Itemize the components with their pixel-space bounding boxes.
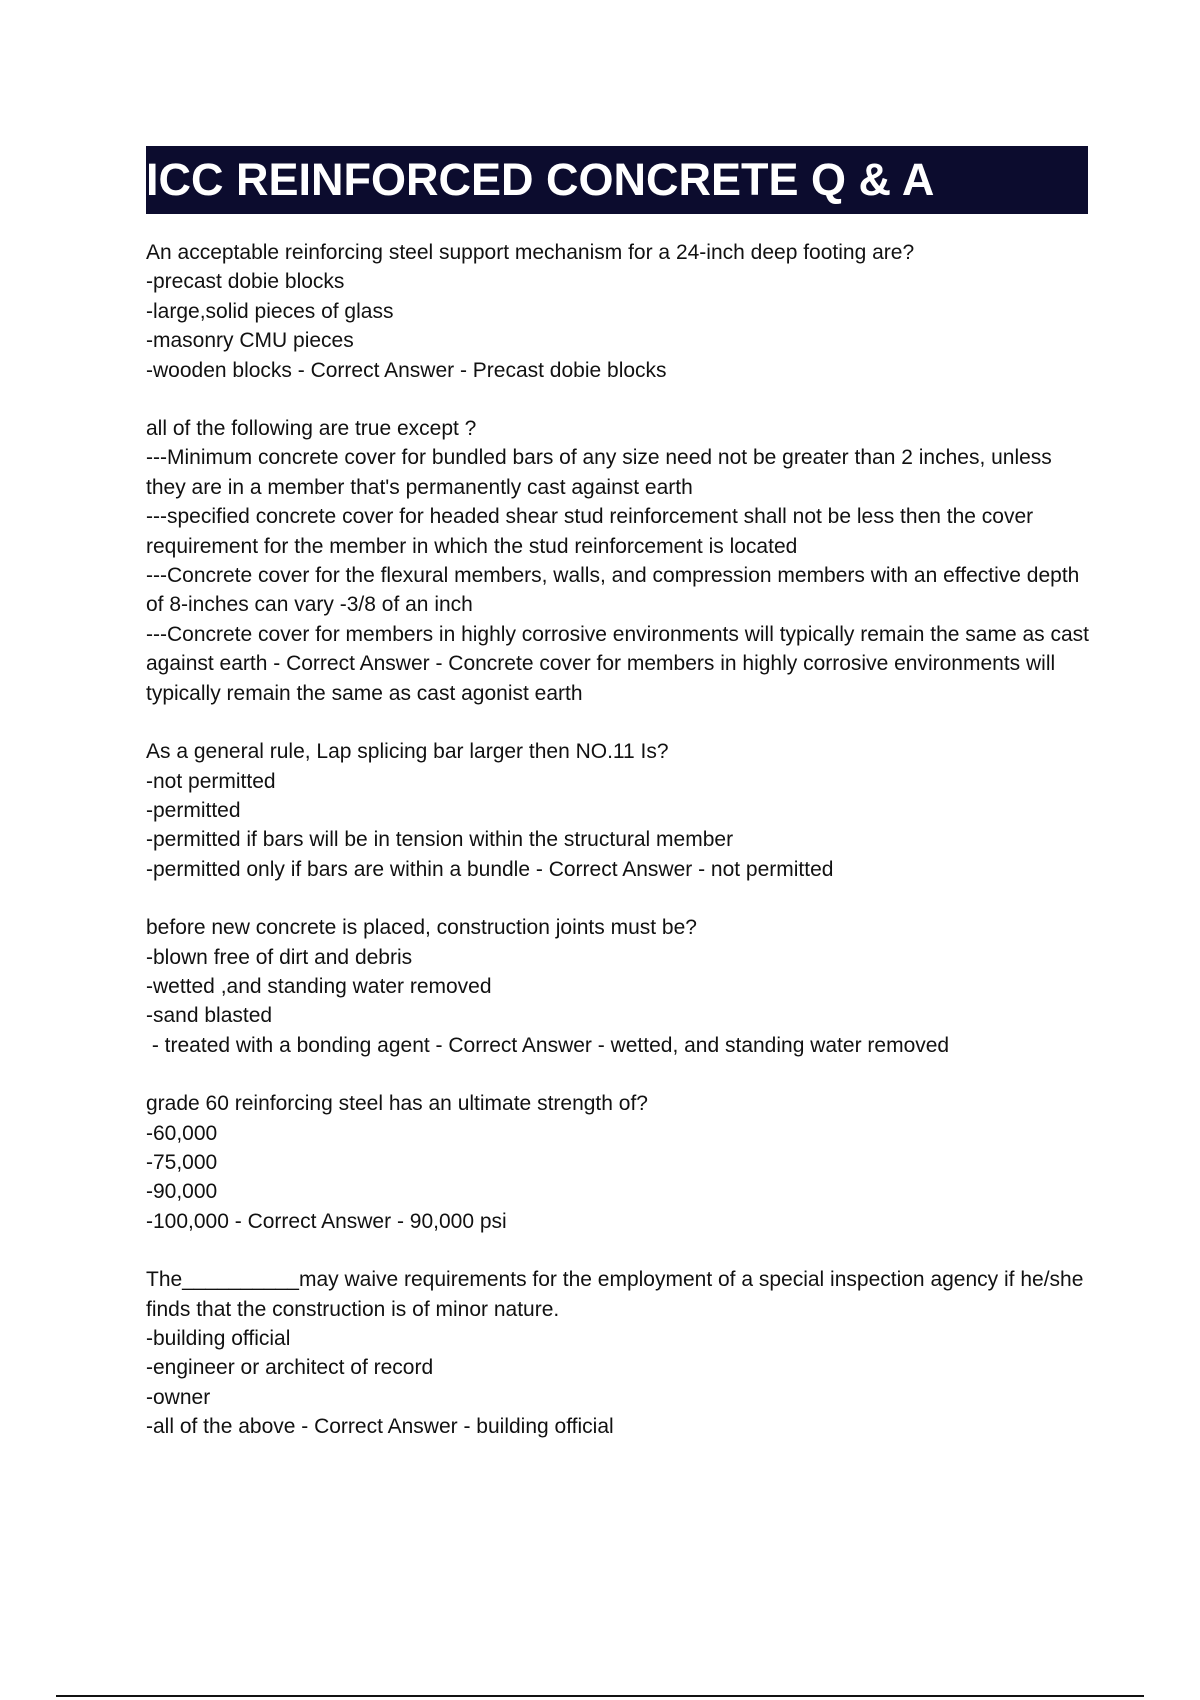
- answer-option: -precast dobie blocks: [146, 270, 345, 294]
- answer-option: -large,solid pieces of glass: [146, 299, 394, 323]
- answer-option-with-correct-answer: -100,000 - Correct Answer - 90,000 psi: [146, 1209, 507, 1233]
- document-body: [146, 238, 1096, 1471]
- answer-option-with-correct-answer: -all of the above - Correct Answer - building official: [146, 1415, 614, 1439]
- answer-option: -blown free of dirt and debris: [146, 945, 413, 969]
- answer-option: -90,000: [146, 1180, 218, 1204]
- answer-option: ---specified concrete cover for headed shear stud reinforcement shall not be less then the cover requirement for the member in which the stud reinforcement is located: [146, 505, 1039, 558]
- question-block-2: [146, 414, 1096, 708]
- question-text: An acceptable reinforcing steel support mechanism for a 24-inch deep footing are?: [146, 241, 915, 264]
- question-block-6: [146, 1265, 1096, 1441]
- question-block-1: [146, 238, 1096, 385]
- answer-option-with-correct-answer: -permitted only if bars are within a bundle - Correct Answer - not permitted: [146, 857, 834, 881]
- answer-option: -building official: [146, 1327, 291, 1350]
- question-text: The__________may waive requirements for the employment of a special inspection agency if he/she finds that the construction is of minor nature.: [146, 1268, 1090, 1321]
- answer-option-with-correct-answer: ---Concrete cover for members in highly corrosive environments will typically remain the same as cast against earth - Correct Answer - Concrete cover for members in highly corrosive environments will typically remain the same as cast agonist earth: [146, 622, 1095, 705]
- answer-option: ---Concrete cover for the flexural members, walls, and compression members with an effective depth of 8-inches can vary -3/8 of an inch: [146, 564, 1086, 617]
- answer-option: -permitted if bars will be in tension within the structural member: [146, 828, 734, 852]
- answer-option: -wetted ,and standing water removed: [146, 974, 492, 998]
- answer-option: -60,000: [146, 1121, 218, 1145]
- answer-option: -permitted: [146, 798, 241, 822]
- answer-option-with-correct-answer: -wooden blocks - Correct Answer - Precast dobie blocks: [146, 358, 667, 382]
- question-block-3: [146, 737, 1096, 884]
- answer-option: -sand blasted: [146, 1004, 273, 1028]
- question-text: As a general rule, Lap splicing bar larger then NO.11 Is?: [146, 740, 669, 764]
- answer-option: -owner: [146, 1385, 211, 1409]
- footer-divider: [56, 1695, 1144, 1697]
- question-text: grade 60 reinforcing steel has an ultimate strength of?: [146, 1092, 648, 1116]
- question-block-4: [146, 913, 1096, 1060]
- page-title: ICC REINFORCED CONCRETE Q & A: [146, 154, 935, 205]
- question-text: all of the following are true except ?: [146, 417, 477, 441]
- answer-option: ---Minimum concrete cover for bundled bars of any size need not be greater than 2 inches, unless they are in a member that's permanently cast against earth: [146, 446, 1058, 499]
- answer-option-with-correct-answer: - treated with a bonding agent - Correct Answer - wetted, and standing water removed: [146, 1033, 950, 1057]
- answer-option: -not permitted: [146, 769, 276, 793]
- answer-option: -engineer or architect of record: [146, 1356, 434, 1380]
- question-block-5: [146, 1089, 1096, 1236]
- answer-option: -masonry CMU pieces: [146, 329, 354, 353]
- question-text: before new concrete is placed, construction joints must be?: [146, 916, 697, 940]
- answer-option: -75,000: [146, 1150, 218, 1174]
